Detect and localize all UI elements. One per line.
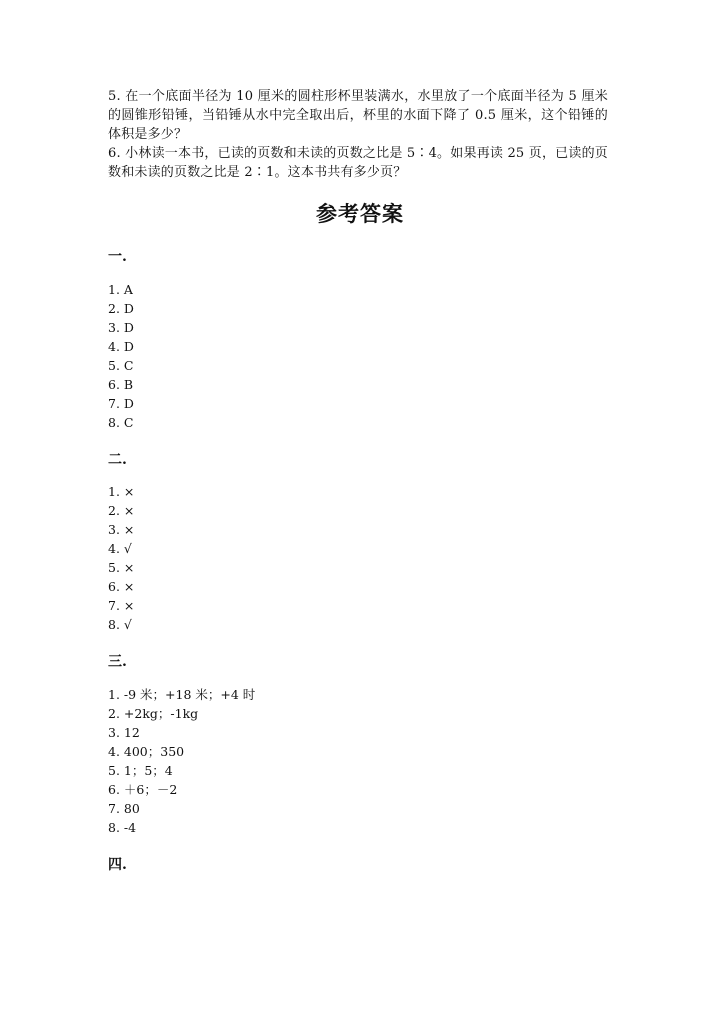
problem-6: 6. 小林读一本书，已读的页数和未读的页数之比是 5∶4。如果再读 25 页，已读的页数和未读的页数之比是 2∶1。这本书共有多少页？ (108, 146, 608, 180)
section-heading-3: 三. (108, 654, 127, 670)
answer-item: 2. × (108, 503, 135, 518)
section-heading-2: 二. (108, 452, 127, 468)
section-heading-1: 一. (108, 249, 127, 265)
answer-list-section-3 (108, 685, 255, 837)
answer-item: 6. ＋6；－2 (108, 782, 178, 797)
answer-item: 6. × (108, 579, 135, 594)
problem-5: 5. 在一个底面半径为 10 厘米的圆柱形杯里装满水，水里放了一个底面半径为 5 厘米的圆锥形铅锤，当铅锤从水中完全取出后，杯里的水面下降了 0.5 厘米，这个铅锤的体积是多少？ (108, 89, 608, 142)
answer-item: 3. × (108, 522, 135, 537)
answer-list-section-2 (108, 482, 134, 634)
answer-item: 4. 400；350 (108, 744, 185, 759)
answer-item: 5. C (108, 358, 134, 373)
answer-item: 8. -4 (108, 820, 137, 835)
problem-text-block (108, 87, 608, 182)
answer-item: 4. √ (108, 541, 132, 556)
answer-item: 1. × (108, 484, 135, 499)
answer-item: 1. -9 米；+18 米；+4 时 (108, 687, 256, 702)
answer-item: 4. D (108, 339, 134, 354)
answer-item: 6. B (108, 377, 134, 392)
answer-item: 1. A (108, 282, 133, 297)
answer-item: 8. √ (108, 617, 132, 632)
answer-list-section-1 (108, 280, 134, 432)
answer-item: 2. D (108, 301, 134, 316)
answer-item: 7. 80 (108, 801, 140, 816)
answer-title: 参考答案 (316, 201, 404, 226)
answer-item: 7. D (108, 396, 134, 411)
answer-item: 3. D (108, 320, 134, 335)
answer-item: 5. 1；5；4 (108, 763, 173, 778)
answer-item: 5. × (108, 560, 135, 575)
answer-item: 8. C (108, 415, 134, 430)
answer-item: 3. 12 (108, 725, 140, 740)
answer-item: 2. +2kg；-1kg (108, 706, 199, 721)
section-heading-4: 四. (108, 857, 127, 873)
answer-item: 7. × (108, 598, 135, 613)
